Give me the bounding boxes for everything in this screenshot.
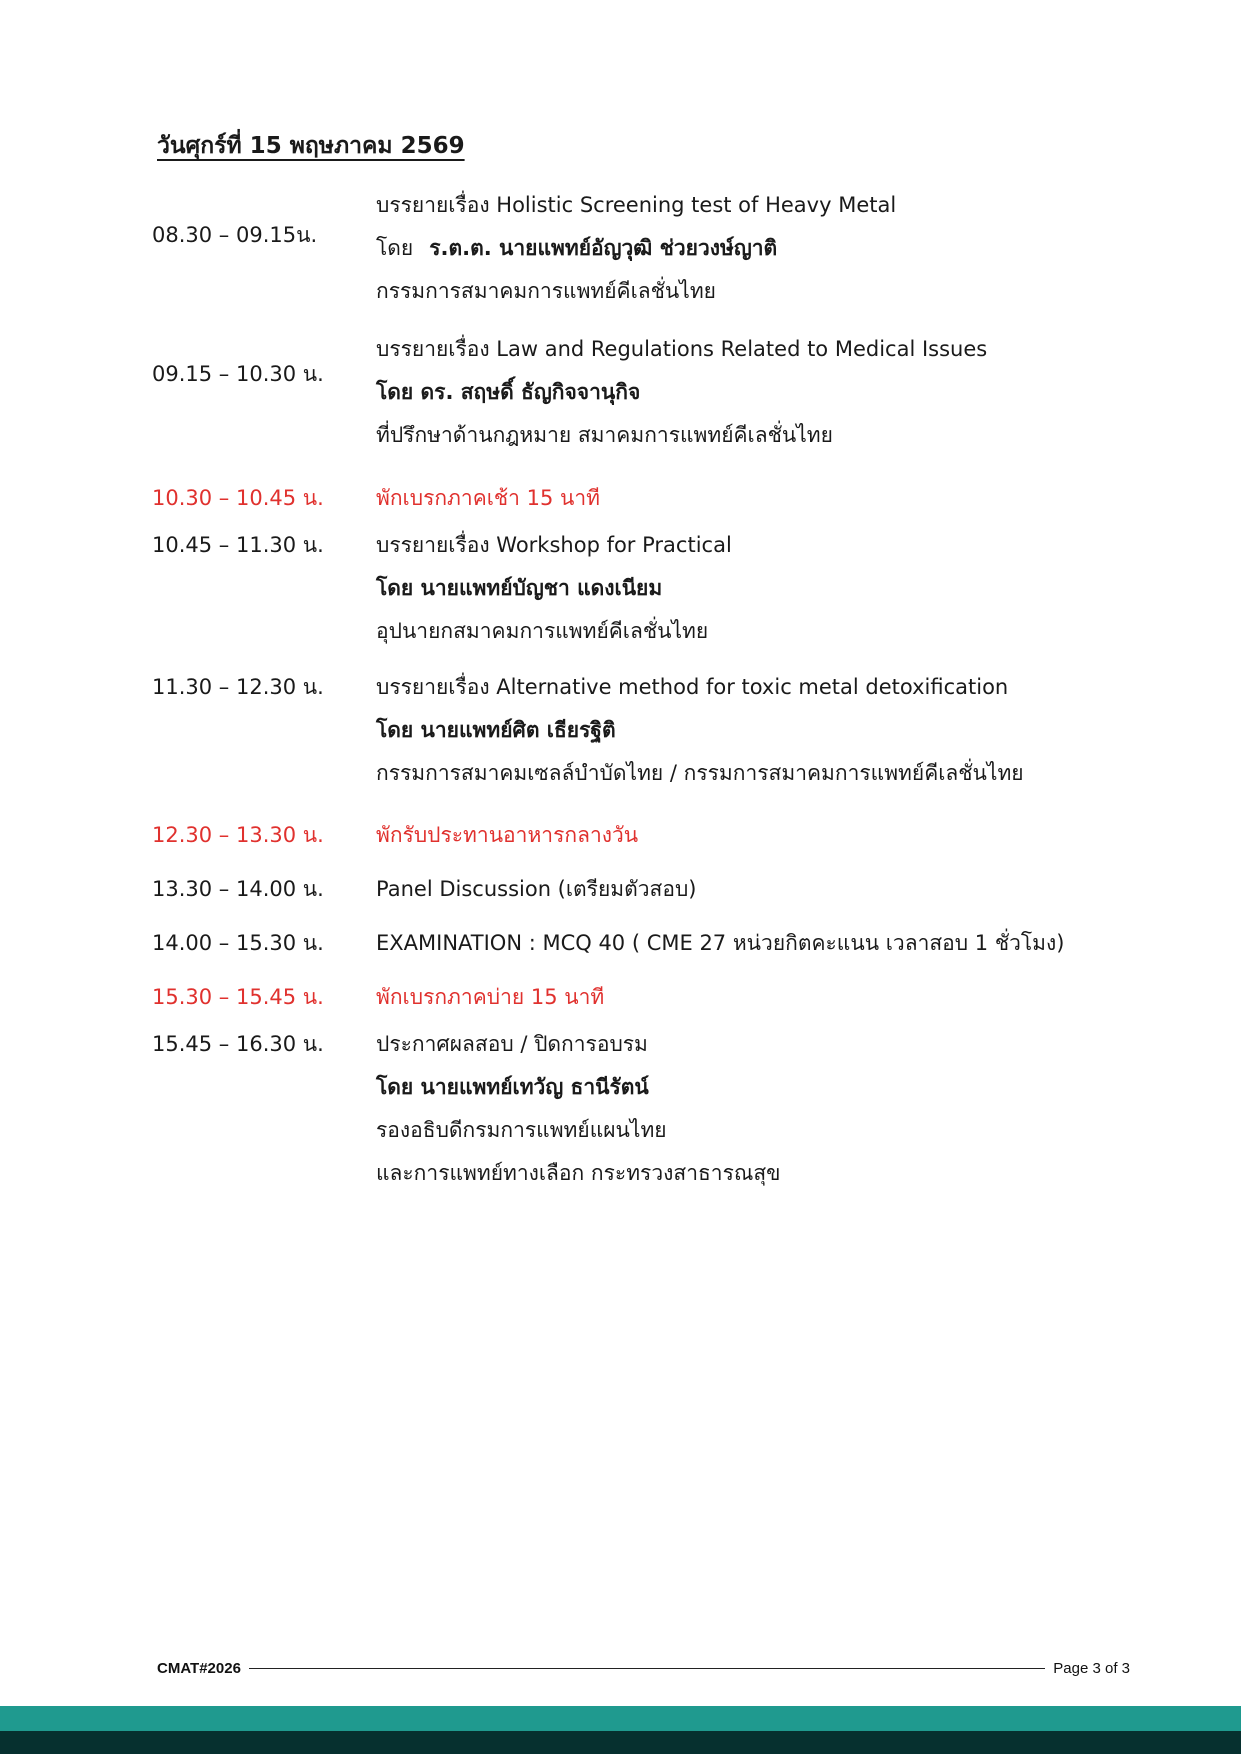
session-topic: บรรยายเรื่อง Workshop for Practical bbox=[376, 533, 732, 557]
speaker-position: กรรมการสมาคมการแพทย์คีเลชั่นไทย bbox=[376, 279, 716, 303]
session-time: 09.15 – 10.30 น. bbox=[152, 362, 324, 386]
session-topic: บรรยายเรื่อง Holistic Screening test of Heavy Metal bbox=[376, 193, 897, 217]
session-topic: EXAMINATION : MCQ 40 ( CME 27 หน่วยกิตคะแนน เวลาสอบ 1 ชั่วโมง) bbox=[376, 931, 1065, 955]
speaker-position: รองอธิบดีกรมการแพทย์แผนไทย bbox=[376, 1118, 667, 1142]
footer-divider bbox=[249, 1668, 1045, 1669]
session-details bbox=[376, 922, 1236, 965]
footer-doc-code: CMAT#2026 bbox=[157, 1659, 241, 1677]
speaker-name: ร.ต.ต. นายแพทย์อัญวุฒิ ช่วยวงษ์ญาติ bbox=[429, 236, 778, 260]
break-details bbox=[376, 814, 1236, 857]
session-details bbox=[376, 184, 1236, 313]
speaker-position: กรรมการสมาคมเซลล์บำบัดไทย / กรรมการสมาคมการแพทย์คีเลชั่นไทย bbox=[376, 761, 1024, 785]
break-time: 15.30 – 15.45 น. bbox=[152, 985, 324, 1009]
session-time: 13.30 – 14.00 น. bbox=[152, 877, 324, 901]
speaker-position: ที่ปรึกษาด้านกฎหมาย สมาคมการแพทย์คีเลชั่นไทย bbox=[376, 423, 833, 447]
break-label: พักเบรกภาคเช้า 15 นาที bbox=[376, 486, 601, 510]
session-topic: บรรยายเรื่อง Law and Regulations Related to Medical Issues bbox=[376, 337, 988, 361]
session-details bbox=[376, 666, 1236, 795]
speaker-position-continued: และการแพทย์ทางเลือก กระทรวงสาธารณสุข bbox=[376, 1161, 781, 1185]
page-footer bbox=[157, 1656, 1130, 1680]
session-speaker: โดย นายแพทย์เทวัญ ธานีรัตน์ bbox=[376, 1075, 649, 1099]
footer-band-teal bbox=[0, 1706, 1241, 1731]
session-time: 08.30 – 09.15น. bbox=[152, 223, 318, 247]
page-title: วันศุกร์ที่ 15 พฤษภาคม 2569 bbox=[157, 133, 465, 159]
session-time: 10.45 – 11.30 น. bbox=[152, 533, 324, 557]
session-time: 14.00 – 15.30 น. bbox=[152, 931, 324, 955]
session-speaker: โดย นายแพทย์บัญชา แดงเนียม bbox=[376, 576, 663, 600]
session-time: 11.30 – 12.30 น. bbox=[152, 675, 324, 699]
session-details bbox=[376, 868, 1236, 911]
break-details bbox=[376, 976, 1236, 1019]
session-topic: ประกาศผลสอบ / ปิดการอบรม bbox=[376, 1032, 648, 1056]
break-time: 10.30 – 10.45 น. bbox=[152, 486, 324, 510]
speaker-position: อุปนายกสมาคมการแพทย์คีเลชั่นไทย bbox=[376, 619, 709, 643]
session-topic: Panel Discussion (เตรียมตัวสอบ) bbox=[376, 877, 697, 901]
session-time: 15.45 – 16.30 น. bbox=[152, 1032, 324, 1056]
session-details bbox=[376, 1023, 1236, 1195]
footer-page-number: Page 3 of 3 bbox=[1053, 1659, 1130, 1677]
break-label: พักเบรกภาคบ่าย 15 นาที bbox=[376, 985, 605, 1009]
session-speaker bbox=[376, 227, 1236, 270]
session-topic: บรรยายเรื่อง Alternative method for toxic metal detoxification bbox=[376, 675, 1009, 699]
break-label: พักรับประทานอาหารกลางวัน bbox=[376, 823, 639, 847]
break-time: 12.30 – 13.30 น. bbox=[152, 823, 324, 847]
session-details bbox=[376, 524, 1236, 653]
speaker-prefix: โดย bbox=[376, 236, 414, 260]
footer-band-dark bbox=[0, 1731, 1241, 1754]
session-speaker: โดย ดร. สฤษดิ์ ธัญกิจจานุกิจ bbox=[376, 380, 641, 404]
session-speaker: โดย นายแพทย์ศิต เธียรฐิติ bbox=[376, 718, 616, 742]
break-details bbox=[376, 477, 1236, 520]
session-details bbox=[376, 328, 1236, 457]
